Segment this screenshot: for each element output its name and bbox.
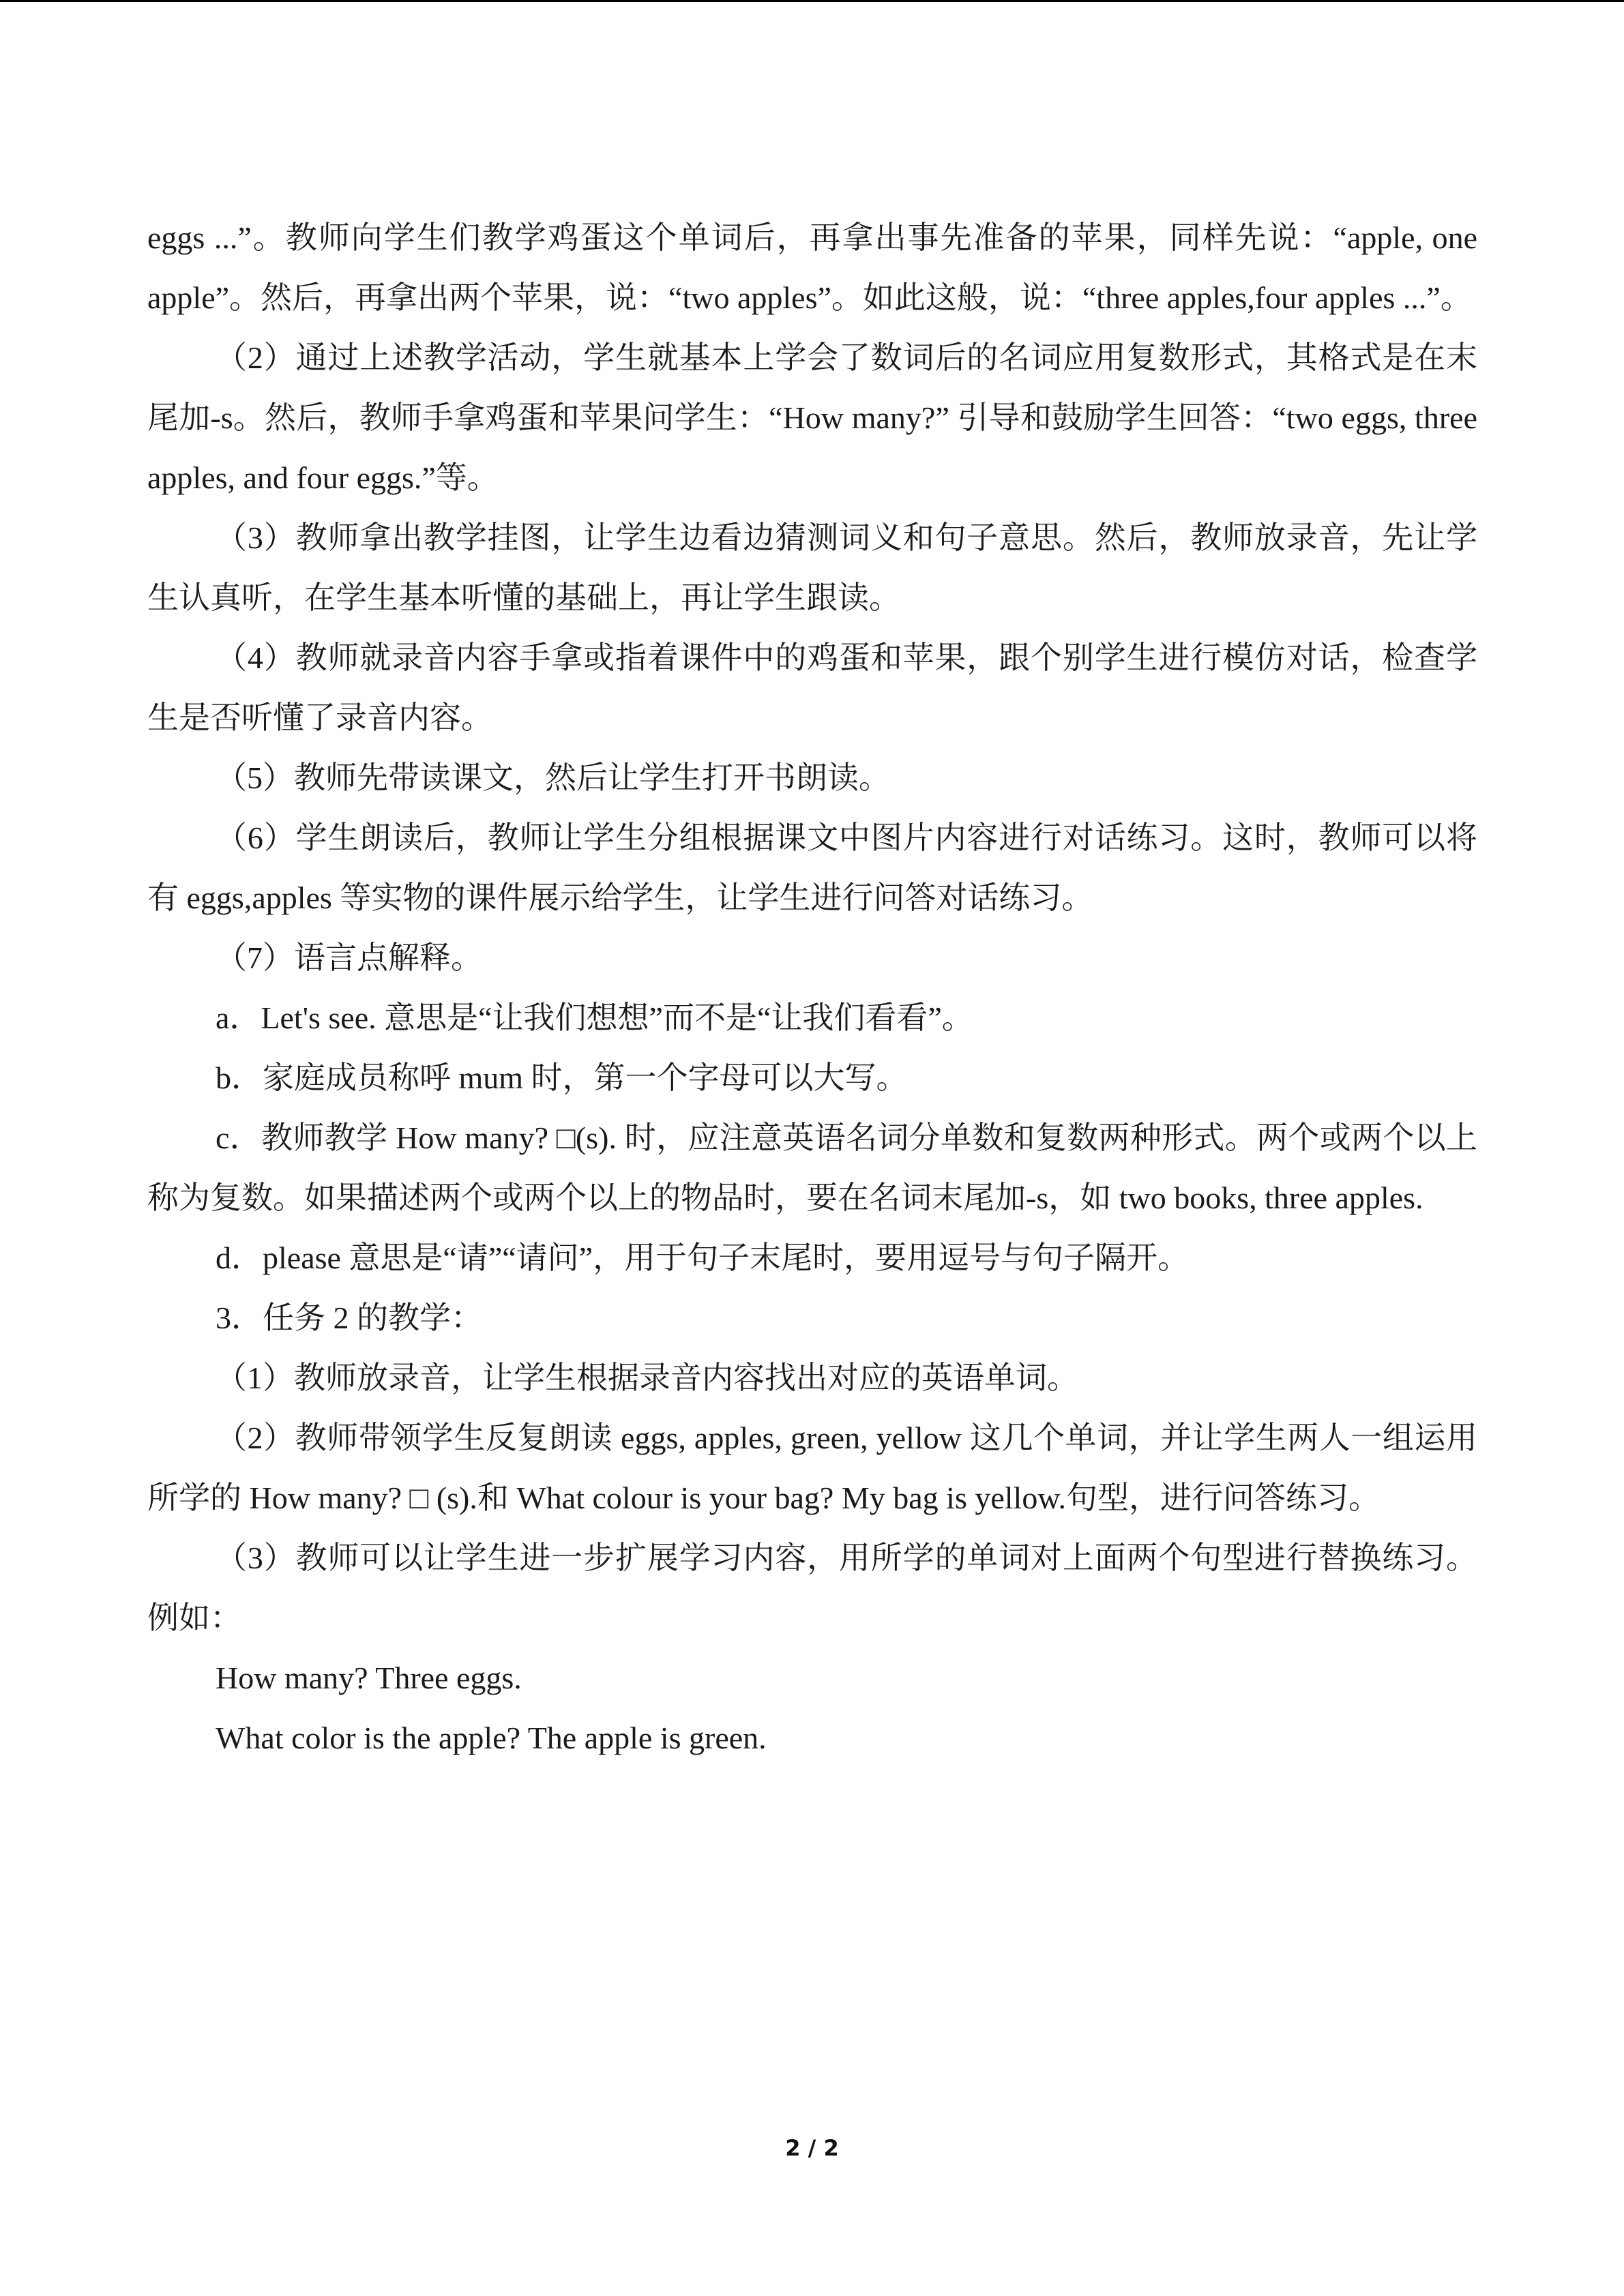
document-body (147, 208, 1477, 1768)
paragraph-step-7: （7）语言点解释。 (216, 940, 482, 975)
example-sentence-1: How many? Three eggs. (216, 1660, 522, 1695)
task-2-heading: 3．任务 2 的教学： (216, 1300, 482, 1335)
language-point-a: a．Let's see. 意思是“让我们想想”而不是“让我们看看”。 (216, 1000, 973, 1035)
language-point-c: c．教师教学 How many? □(s). 时，应注意英语名词分单数和复数两种形式。两个或两个以上称为复数。如果描述两个或两个以上的物品时，要在名词末尾加-s，如 two books, three apples. (147, 1120, 1477, 1215)
paragraph-step-2: （2）通过上述教学活动，学生就基本上学会了数词后的名词应用复数形式，其格式是在末尾加-s。然后，教师手拿鸡蛋和苹果问学生：“How many?” 引导和鼓励学生回答：“two eggs, three apples, and four eggs.”等。 (147, 340, 1477, 495)
paragraph-step-6: （6）学生朗读后，教师让学生分组根据课文中图片内容进行对话练习。这时，教师可以将有 eggs,apples 等实物的课件展示给学生，让学生进行问答对话练习。 (147, 820, 1477, 915)
task-2-step-1: （1）教师放录音，让学生根据录音内容找出对应的英语单词。 (216, 1360, 1078, 1395)
task-2-step-2: （2）教师带领学生反复朗读 eggs, apples, green, yellow 这几个单词，并让学生两人一组运用所学的 How many? □ (s).和 What colour is your bag? My bag is yellow.句型，进行问答练习。 (147, 1420, 1477, 1515)
task-2-step-3: （3）教师可以让学生进一步扩展学习内容，用所学的单词对上面两个句型进行替换练习。例如： (147, 1540, 1477, 1635)
language-point-b: b．家庭成员称呼 mum 时，第一个字母可以大写。 (216, 1060, 908, 1095)
paragraph-step-3: （3）教师拿出教学挂图，让学生边看边猜测词义和句子意思。然后，教师放录音，先让学生认真听，在学生基本听懂的基础上，再让学生跟读。 (147, 520, 1477, 615)
paragraph-step-5: （5）教师先带读课文，然后让学生打开书朗读。 (216, 760, 890, 795)
page-number: 2 / 2 (785, 2135, 839, 2161)
example-sentence-2: What color is the apple? The apple is green. (216, 1720, 767, 1755)
paragraph-step-4: （4）教师就录音内容手拿或指着课件中的鸡蛋和苹果，跟个别学生进行模仿对话，检查学生是否听懂了录音内容。 (147, 640, 1477, 735)
language-point-d: d．please 意思是“请”“请问”，用于句子末尾时，要用逗号与句子隔开。 (216, 1240, 1190, 1275)
paragraph-continuation: eggs ...”。教师向学生们教学鸡蛋这个单词后，再拿出事先准备的苹果，同样先说：“apple, one apple”。然后，再拿出两个苹果，说：“two apples”。如此这般，说：“three apples,four apples ...”。 (147, 220, 1477, 315)
